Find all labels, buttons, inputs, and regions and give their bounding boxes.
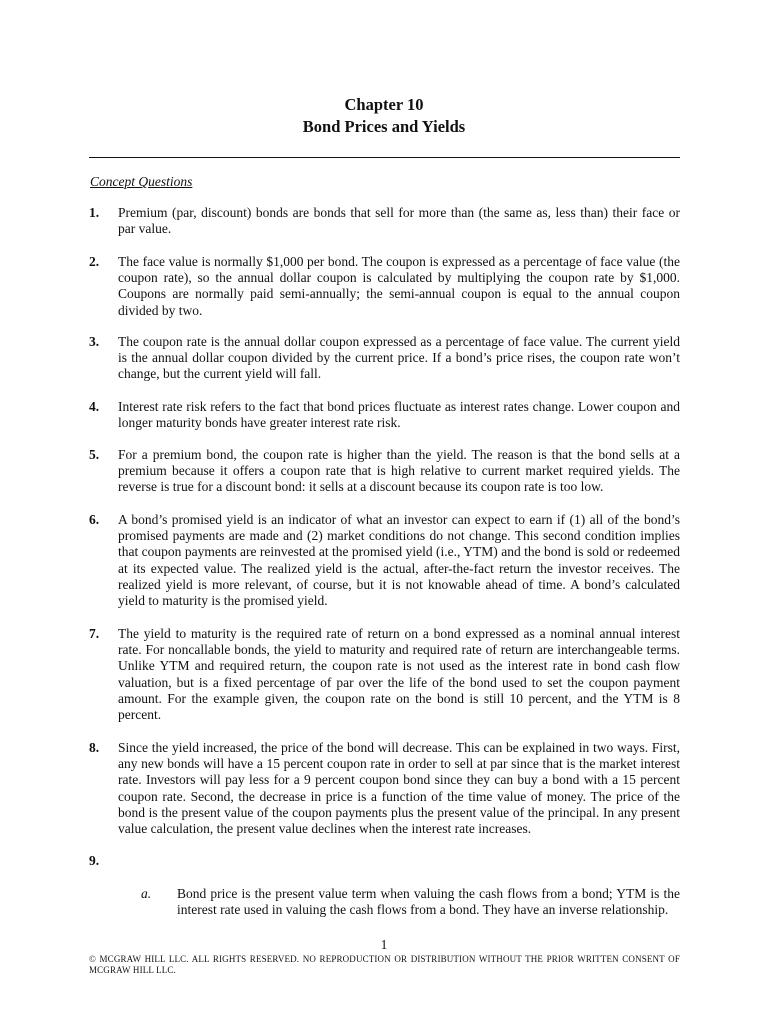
question-7 bbox=[89, 626, 680, 723]
chapter-number: Chapter 10 bbox=[344, 95, 424, 114]
question-text: Interest rate risk refers to the fact that bond prices fluctuate as interest rates change. Lower coupon and longer maturity bonds have greater interest rate risk. bbox=[118, 399, 680, 431]
header-divider bbox=[89, 157, 680, 158]
copyright-notice: © MCGRAW HILL LLC. ALL RIGHTS RESERVED. NO REPRODUCTION OR DISTRIBUTION WITHOUT THE PRIOR WRITTEN CONSENT OF MCGRAW HILL LLC. bbox=[89, 954, 680, 975]
chapter-heading bbox=[0, 94, 768, 138]
question-number: 1. bbox=[89, 205, 100, 220]
question-9-part-a bbox=[141, 886, 680, 918]
question-number: 6. bbox=[89, 512, 100, 527]
question-3 bbox=[89, 334, 680, 383]
question-number: 2. bbox=[89, 254, 100, 269]
question-2 bbox=[89, 254, 680, 319]
question-number: 4. bbox=[89, 399, 100, 414]
chapter-title: Bond Prices and Yields bbox=[302, 117, 466, 136]
question-text: Since the yield increased, the price of the bond will decrease. This can be explained in two ways. First, any new bonds will have a 15 percent coupon rate in order to sell at par since that is the market interest rate. Investors will pay less for a 9 percent coupon bond since they can buy a bond with a 15 percent coupon rate. Second, the decrease in price is a function of the time value of money. The price of the bond is the present value of the coupon payments plus the present value of the principal. In any present value calculation, the present value declines when the interest rate increases. bbox=[118, 740, 680, 837]
question-8 bbox=[89, 740, 680, 837]
question-number: 3. bbox=[89, 334, 100, 349]
question-6 bbox=[89, 512, 680, 609]
question-number: 9. bbox=[89, 853, 100, 868]
question-4 bbox=[89, 399, 680, 431]
subitem-letter: a. bbox=[141, 886, 152, 901]
question-text: The coupon rate is the annual dollar coupon expressed as a percentage of face value. The current yield is the annual dollar coupon divided by the current price. If a bond’s price rises, the coupon rate won’t change, but the current yield will fall. bbox=[118, 334, 680, 382]
question-text: Premium (par, discount) bonds are bonds that sell for more than (the same as, less than) their face or par value. bbox=[118, 205, 680, 237]
question-number: 8. bbox=[89, 740, 100, 755]
section-title: Concept Questions bbox=[90, 174, 193, 189]
question-text: For a premium bond, the coupon rate is higher than the yield. The reason is that the bond sells at a premium because it offers a coupon rate that is high relative to current market required yields. The reverse is true for a discount bond: it sells at a discount because its coupon rate is too low. bbox=[118, 447, 680, 495]
page-number: 1 bbox=[380, 937, 388, 952]
question-text: The face value is normally $1,000 per bond. The coupon is expressed as a percentage of face value (the coupon rate), so the annual dollar coupon is calculated by multiplying the coupon rate by $1,000. Coupons are normally paid semi-annually; the semi-annual coupon is equal to the annual coupon divided by two. bbox=[118, 254, 680, 318]
question-text: The yield to maturity is the required rate of return on a bond expressed as a nominal annual interest rate. For noncallable bonds, the yield to maturity and required rate of return are interchangeable terms. Unlike YTM and required return, the coupon rate is not used as the interest rate in bond cash flow valuation, but is a fixed percentage of par over the life of the bond used to set the coupon payment amount. For the example given, the coupon rate on the bond is still 10 percent, and the YTM is 8 percent. bbox=[118, 626, 680, 723]
question-1 bbox=[89, 205, 680, 237]
question-number: 7. bbox=[89, 626, 100, 641]
question-text: A bond’s promised yield is an indicator of what an investor can expect to earn if (1) all of the bond’s promised payments are made and (2) market conditions do not change. This second condition implies that coupon payments are reinvested at the promised yield (i.e., YTM) and the bond is sold or redeemed at its expected value. The realized yield is the actual, after-the-fact return the investor receives. The realized yield is more relevant, of course, but it is not knowable ahead of time. A bond’s calculated yield to maturity is the promised yield. bbox=[118, 512, 680, 609]
question-5 bbox=[89, 447, 680, 496]
subitem-text: Bond price is the present value term when valuing the cash flows from a bond; YTM is the interest rate used in valuing the cash flows from a bond. They have an inverse relationship. bbox=[177, 886, 680, 918]
question-number: 5. bbox=[89, 447, 100, 462]
